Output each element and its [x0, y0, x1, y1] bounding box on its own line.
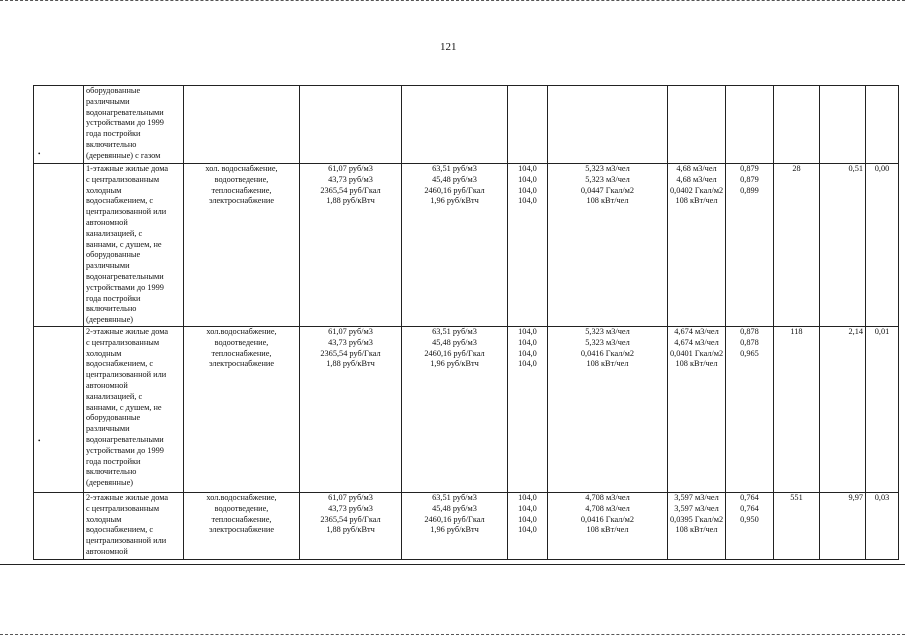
index-cell [508, 493, 548, 560]
norm-new-cell-line: 4,674 м3/чел [674, 327, 719, 336]
norm-old-cell-line: 0,0416 Гкал/м2 [580, 348, 635, 358]
tariff-old-cell-line: 1,88 руб/кВтч [326, 525, 375, 535]
index-cell-line: 104,0 [518, 185, 537, 195]
building-type-cell-line: холодным [86, 348, 122, 358]
norm-old-cell [548, 493, 668, 560]
scan-mark: • [38, 150, 41, 158]
norm-new-cell [668, 86, 726, 164]
services-cell-line: хол.водоснабжение, [206, 493, 277, 502]
tariff-new-cell [402, 493, 508, 560]
norm-new-cell [668, 327, 726, 493]
building-type-cell-line: с централизованным [86, 174, 160, 184]
norm-new-cell [668, 164, 726, 327]
tariff-new-cell-line: 2460,16 руб/Гкал [424, 348, 485, 358]
value-cell: 0,51 [820, 164, 866, 327]
building-type-cell-line: различными [86, 261, 130, 271]
services-cell-line: теплоснабжение, [211, 185, 272, 195]
value-cell [820, 86, 866, 164]
coefficient-cell [726, 493, 774, 560]
building-type-cell-line: включительно [86, 139, 137, 149]
index-cell-line: 104,0 [518, 327, 537, 336]
tariff-new-cell-line: 1,96 руб/кВтч [430, 525, 479, 535]
norm-old-cell [548, 164, 668, 327]
building-type-cell-line: включительно [86, 304, 137, 314]
tariff-old-cell [300, 164, 402, 327]
index-cell-line: 104,0 [518, 337, 537, 347]
norm-old-cell-line: 108 кВт/чел [586, 525, 629, 535]
building-type-cell-line: устройствами до 1999 [86, 118, 164, 128]
count-cell: 28 [774, 164, 820, 327]
norm-new-cell-line: 3,597 м3/чел [674, 493, 719, 502]
services-cell-line: теплоснабжение, [211, 348, 272, 358]
norm-old-cell-line: 0,0416 Гкал/м2 [580, 514, 635, 524]
building-type-cell-line: автономной [86, 380, 128, 390]
index-cell-line: 104,0 [518, 525, 537, 535]
norm-old-cell-line: 108 кВт/чел [586, 359, 629, 369]
building-type-cell-line: канализацией, с [86, 228, 143, 238]
norm-old-cell [548, 327, 668, 493]
building-type-cell-line: оборудованные [86, 413, 141, 423]
building-type-cell-line: канализацией, с [86, 391, 143, 401]
services-cell-line: хол.водоснабжение, [206, 327, 277, 336]
building-type-cell-line: 2-этажные жилые дома [86, 327, 169, 336]
norm-old-cell-line: 5,323 м3/чел [585, 174, 630, 184]
building-type-cell-line: с централизованным [86, 503, 160, 513]
building-type-cell-line: 2-этажные жилые дома [86, 493, 169, 502]
building-type-cell [84, 86, 184, 164]
norm-old-cell-line: 4,708 м3/чел [585, 503, 630, 513]
tariff-new-cell-line: 45,48 руб/м3 [432, 337, 477, 347]
share-cell: 0,00 [866, 164, 899, 327]
coefficient-cell [726, 86, 774, 164]
tariff-old-cell [300, 327, 402, 493]
tariff-old-cell [300, 493, 402, 560]
norm-new-cell-line: 108 кВт/чел [675, 196, 718, 206]
building-type-cell-line: ваннами, с душем, не [86, 239, 162, 249]
building-type-cell-line: 1-этажные жилые дома [86, 164, 169, 173]
table-row [34, 164, 899, 327]
value-cell: 2,14 [820, 327, 866, 493]
building-type-cell-line: с централизованным [86, 337, 160, 347]
services-cell-line: электроснабжение [208, 196, 275, 206]
norm-old-cell [548, 86, 668, 164]
building-type-cell-line: водонагревательными [86, 271, 164, 281]
building-type-cell [84, 327, 184, 493]
norm-new-cell-line: 108 кВт/чел [675, 359, 718, 369]
tariff-old-cell-line: 61,07 руб/м3 [328, 327, 373, 336]
building-type-cell-line: года постройки [86, 456, 141, 466]
norm-old-cell-line: 4,708 м3/чел [585, 493, 630, 502]
services-cell-line: водоотведение, [214, 174, 269, 184]
norm-new-cell [668, 493, 726, 560]
index-cell-line: 104,0 [518, 514, 537, 524]
coefficient-cell-line: 0,878 [740, 337, 759, 347]
tariff-old-cell-line: 2365,54 руб/Гкал [320, 185, 381, 195]
norm-old-cell-line: 5,323 м3/чел [585, 164, 630, 173]
building-type-cell [84, 164, 184, 327]
number-cell [34, 327, 84, 493]
norm-old-cell-line: 5,323 м3/чел [585, 327, 630, 336]
tariff-new-cell-line: 1,96 руб/кВтч [430, 196, 479, 206]
building-type-cell [84, 493, 184, 560]
building-type-cell-line: автономной [86, 546, 128, 556]
norm-new-cell-line: 108 кВт/чел [675, 525, 718, 535]
building-type-cell-line: автономной [86, 217, 128, 227]
table-row [34, 493, 899, 560]
page-number: 121 [440, 41, 457, 53]
tariff-new-cell-line: 63,51 руб/м3 [432, 493, 477, 502]
norm-new-cell-line: 4,674 м3/чел [674, 337, 719, 347]
table-row [34, 327, 899, 493]
building-type-cell-line: холодным [86, 185, 122, 195]
building-type-cell-line: холодным [86, 514, 122, 524]
value-cell: 9,97 [820, 493, 866, 560]
index-cell-line: 104,0 [518, 503, 537, 513]
number-cell [34, 86, 84, 164]
scan-mark: • [38, 437, 41, 445]
tariff-new-cell [402, 164, 508, 327]
tariff-old-cell [300, 86, 402, 164]
number-cell [34, 493, 84, 560]
coefficient-cell [726, 164, 774, 327]
table-row [34, 86, 899, 164]
building-type-cell-line: различными [86, 96, 130, 106]
building-type-cell-line: (деревянные) [86, 478, 134, 488]
coefficient-cell-line: 0,764 [740, 503, 759, 513]
tariff-new-cell-line: 1,96 руб/кВтч [430, 359, 479, 369]
count-cell: 118 [774, 327, 820, 493]
building-type-cell-line: централизованной или [86, 370, 167, 380]
tariff-new-cell [402, 327, 508, 493]
norm-new-cell-line: 4,68 м3/чел [676, 174, 717, 184]
building-type-cell-line: устройствами до 1999 [86, 282, 164, 292]
table-body [34, 86, 899, 560]
scan-edge-top [0, 0, 905, 2]
tariff-old-cell-line: 2365,54 руб/Гкал [320, 348, 381, 358]
tariff-old-cell-line: 61,07 руб/м3 [328, 164, 373, 173]
index-cell [508, 86, 548, 164]
building-type-cell-line: года постройки [86, 293, 141, 303]
building-type-cell-line: оборудованные [86, 250, 141, 260]
index-cell-line: 104,0 [518, 359, 537, 369]
tariff-old-cell-line: 2365,54 руб/Гкал [320, 514, 381, 524]
scan-edge-bottom [0, 634, 905, 636]
index-cell-line: 104,0 [518, 348, 537, 358]
building-type-cell-line: ваннами, с душем, не [86, 402, 162, 412]
coefficient-cell-line: 0,899 [740, 185, 759, 195]
services-cell-line: хол. водоснабжение, [205, 164, 278, 173]
norm-old-cell-line: 5,323 м3/чел [585, 337, 630, 347]
coefficient-cell-line: 0,879 [740, 164, 759, 173]
building-type-cell-line: централизованной или [86, 207, 167, 217]
count-cell: 551 [774, 493, 820, 560]
index-cell-line: 104,0 [518, 164, 537, 173]
tariff-new-cell-line: 45,48 руб/м3 [432, 174, 477, 184]
norm-new-cell-line: 3,597 м3/чел [674, 503, 719, 513]
building-type-cell-line: (деревянные) с газом [86, 150, 161, 160]
building-type-cell-line: различными [86, 424, 130, 434]
tariff-old-cell-line: 43,73 руб/м3 [328, 503, 373, 513]
tariff-new-cell-line: 63,51 руб/м3 [432, 327, 477, 336]
coefficient-cell-line: 0,764 [740, 493, 759, 502]
tariff-old-cell-line: 43,73 руб/м3 [328, 337, 373, 347]
tariff-old-cell-line: 61,07 руб/м3 [328, 493, 373, 502]
services-cell-line: электроснабжение [208, 359, 275, 369]
share-cell [866, 86, 899, 164]
coefficient-cell-line: 0,879 [740, 174, 759, 184]
norm-old-cell-line: 0,0447 Гкал/м2 [580, 185, 635, 195]
coefficient-cell-line: 0,878 [740, 327, 759, 336]
building-type-cell-line: водонагревательными [86, 434, 164, 444]
building-type-cell-line: водонагревательными [86, 107, 164, 117]
index-cell [508, 327, 548, 493]
building-type-cell-line: централизованной или [86, 536, 167, 546]
index-cell-line: 104,0 [518, 196, 537, 206]
coefficient-cell-line: 0,950 [740, 514, 759, 524]
tariff-old-cell-line: 1,88 руб/кВтч [326, 196, 375, 206]
share-cell: 0,03 [866, 493, 899, 560]
building-type-cell-line: (деревянные) [86, 315, 134, 325]
building-type-cell-line: водоснабжением, с [86, 196, 154, 206]
services-cell-line: водоотведение, [214, 503, 269, 513]
services-cell [184, 86, 300, 164]
index-cell [508, 164, 548, 327]
norm-new-cell-line: 0,0395 Гкал/м2 [670, 514, 724, 524]
coefficient-cell-line: 0,965 [740, 348, 759, 358]
norm-new-cell-line: 0,0401 Гкал/м2 [670, 348, 724, 358]
tariff-old-cell-line: 1,88 руб/кВтч [326, 359, 375, 369]
index-cell-line: 104,0 [518, 174, 537, 184]
tariff-table [33, 85, 899, 560]
services-cell-line: теплоснабжение, [211, 514, 272, 524]
coefficient-cell [726, 327, 774, 493]
norm-old-cell-line: 108 кВт/чел [586, 196, 629, 206]
count-cell [774, 86, 820, 164]
number-cell [34, 164, 84, 327]
building-type-cell-line: устройствами до 1999 [86, 445, 164, 455]
tariff-new-cell-line: 63,51 руб/м3 [432, 164, 477, 173]
norm-new-cell-line: 4,68 м3/чел [676, 164, 717, 173]
services-cell [184, 327, 300, 493]
services-cell-line: электроснабжение [208, 525, 275, 535]
building-type-cell-line: включительно [86, 467, 137, 477]
building-type-cell-line: оборудованные [86, 86, 141, 95]
services-cell [184, 164, 300, 327]
index-cell-line: 104,0 [518, 493, 537, 502]
share-cell: 0,01 [866, 327, 899, 493]
tariff-new-cell-line: 45,48 руб/м3 [432, 503, 477, 513]
tariff-new-cell-line: 2460,16 руб/Гкал [424, 185, 485, 195]
tariff-old-cell-line: 43,73 руб/м3 [328, 174, 373, 184]
building-type-cell-line: водоснабжением, с [86, 359, 154, 369]
page-bottom-rule [0, 564, 905, 565]
norm-new-cell-line: 0,0402 Гкал/м2 [670, 185, 724, 195]
building-type-cell-line: водоснабжением, с [86, 525, 154, 535]
tariff-new-cell-line: 2460,16 руб/Гкал [424, 514, 485, 524]
tariff-new-cell [402, 86, 508, 164]
services-cell-line: водоотведение, [214, 337, 269, 347]
services-cell [184, 493, 300, 560]
building-type-cell-line: года постройки [86, 129, 141, 139]
